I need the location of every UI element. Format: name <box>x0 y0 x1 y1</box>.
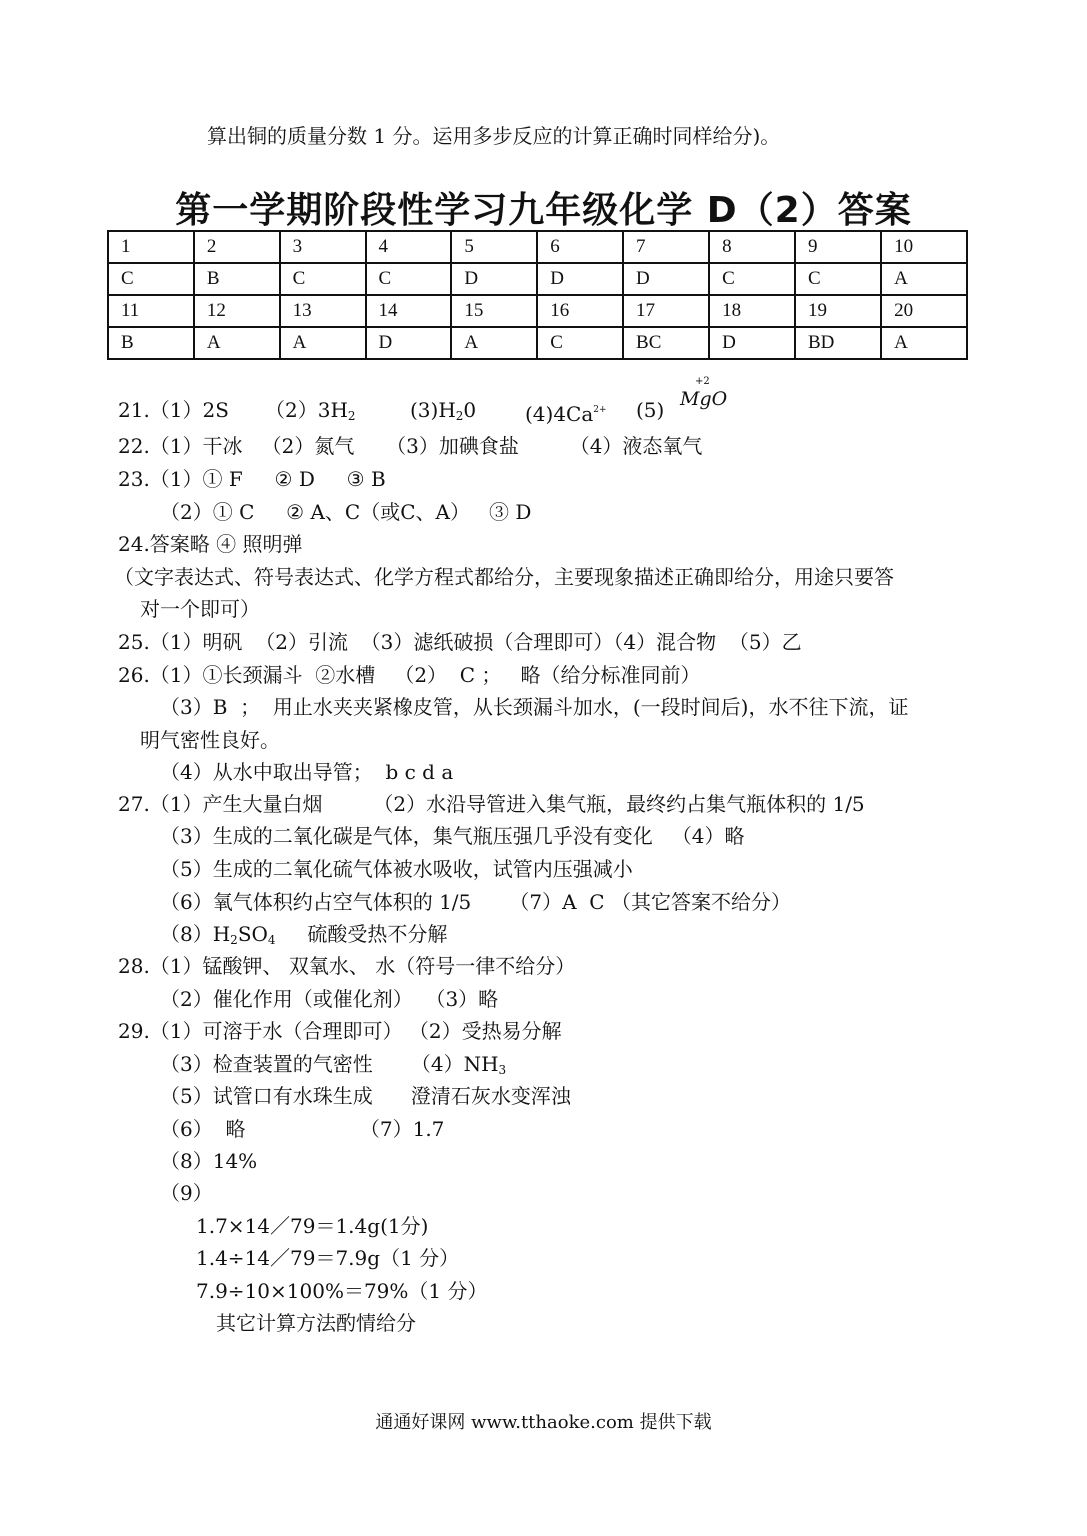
answer-line: 23.（1）① F ② D ③ B <box>118 467 386 491</box>
table-cell: D <box>709 327 795 359</box>
table-cell: 8 <box>709 231 795 263</box>
answer-line-h2so4 <box>160 922 447 952</box>
answer-line: （2）催化作用（或催化剂） （3）略 <box>160 987 499 1011</box>
table-cell: 20 <box>881 295 967 327</box>
answer-line: 24.答案略 ④ 照明弹 <box>118 532 303 556</box>
answer-line: 28.（1）锰酸钾、 双氧水、 水（符号一律不给分） <box>118 954 576 978</box>
q21-part2-sub: 2 <box>347 409 356 423</box>
answer-line: （6） 略 （7）1.7 <box>160 1117 445 1141</box>
answer-line: （3）B ； 用止水夹夹紧橡皮管，从长颈漏斗加水，(一段时间后)，水不往下流，证 <box>160 695 909 719</box>
calc-line: 7.9÷10×100%＝79%（1 分） <box>196 1279 488 1303</box>
answer-line: 26.（1）①长颈漏斗 ②水槽 （2） C ； 略（给分标准同前） <box>118 663 701 687</box>
h2so4-sub1: 2 <box>230 933 238 947</box>
q21-part3-end: 0 <box>463 398 477 422</box>
answer-line: 29.（1）可溶于水（合理即可） （2）受热易分解 <box>118 1019 562 1043</box>
header-line: 算出铜的质量分数 1 分。运用多步反应的计算正确时同样给分)。 <box>207 124 781 148</box>
answer-line: （5）试管口有水珠生成 澄清石灰水变浑浊 <box>160 1084 571 1108</box>
table-cell: 10 <box>881 231 967 263</box>
table-cell: 1 <box>108 231 194 263</box>
table-cell: C <box>537 327 623 359</box>
answer-line: （9） <box>160 1181 213 1205</box>
answer-line-nh3 <box>160 1052 506 1082</box>
table-cell: C <box>108 263 194 295</box>
table-row <box>108 327 967 359</box>
answer-line: 对一个即可） <box>140 597 260 621</box>
table-cell: D <box>451 263 537 295</box>
table-cell: D <box>537 263 623 295</box>
calc-line: 1.4÷14／79＝7.9g（1 分） <box>196 1246 460 1270</box>
q21-part5: (5) <box>636 398 665 422</box>
answer-line: （3）生成的二氧化碳是气体，集气瓶压强几乎没有变化 （4）略 <box>160 824 745 848</box>
q21-part4 <box>525 398 607 426</box>
table-cell: 16 <box>537 295 623 327</box>
mgo-valence: +2 <box>695 376 710 387</box>
table-cell: D <box>366 327 452 359</box>
answer-line: 27.（1）产生大量白烟 （2）水沿导管进入集气瓶，最终约占集气瓶体积的 1/5 <box>118 792 865 816</box>
table-row <box>108 263 967 295</box>
table-cell: B <box>194 263 280 295</box>
table-cell: BC <box>623 327 709 359</box>
answer-line: （8）14% <box>160 1149 258 1173</box>
q21-part2-text: （2）3H <box>265 398 348 422</box>
table-cell: A <box>451 327 537 359</box>
q21-part3-text: (3)H <box>410 398 456 422</box>
q21-part3 <box>410 398 476 428</box>
table-cell: D <box>623 263 709 295</box>
q21-part1: 21.（1）2S <box>118 398 229 422</box>
calc-line: 1.7×14／79＝1.4g(1分) <box>196 1214 429 1238</box>
table-cell: BD <box>795 327 881 359</box>
answer-table <box>107 230 968 360</box>
table-cell: C <box>280 263 366 295</box>
answer-line: （文字表达式、符号表达式、化学方程式都给分，主要现象描述正确即给分，用途只要答 <box>114 565 894 589</box>
table-cell: A <box>194 327 280 359</box>
q21-part4-sup: 2+ <box>593 405 607 415</box>
footer: 通通好课网 www.tthaoke.com 提供下载 <box>375 1412 712 1433</box>
answer-line: （2）① C ② A、C（或C、A） ③ D <box>160 500 532 524</box>
table-cell: A <box>881 327 967 359</box>
calc-line: 其它计算方法酌情给分 <box>216 1311 416 1335</box>
table-row <box>108 295 967 327</box>
table-cell: 17 <box>623 295 709 327</box>
table-row <box>108 231 967 263</box>
table-cell: 15 <box>451 295 537 327</box>
table-cell: 7 <box>623 231 709 263</box>
answer-line: （4）从水中取出导管； b c d a <box>160 760 454 784</box>
table-cell: 19 <box>795 295 881 327</box>
table-cell: B <box>108 327 194 359</box>
h2so4-mid: SO <box>237 922 268 946</box>
table-cell: 18 <box>709 295 795 327</box>
table-cell: 4 <box>366 231 452 263</box>
h2so4-pre: （8）H <box>160 922 231 946</box>
table-cell: 6 <box>537 231 623 263</box>
h2so4-sub2: 4 <box>267 933 276 947</box>
nh3-text: （3）检查装置的气密性 （4）NH <box>160 1052 499 1076</box>
answer-line: （5）生成的二氧化硫气体被水吸收，试管内压强减小 <box>160 857 633 881</box>
answer-line: （6）氧气体积约占空气体积的 1/5 （7）A C （其它答案不给分） <box>160 890 791 914</box>
table-cell: 12 <box>194 295 280 327</box>
table-cell: A <box>881 263 967 295</box>
answer-line: 22.（1）干冰 （2）氮气 （3）加碘食盐 （4）液态氧气 <box>118 434 703 458</box>
h2so4-post: 硫酸受热不分解 <box>275 922 448 946</box>
table-cell: 2 <box>194 231 280 263</box>
table-cell: C <box>366 263 452 295</box>
page-title: 第一学期阶段性学习九年级化学 D（2）答案 <box>175 190 912 231</box>
table-cell: 14 <box>366 295 452 327</box>
q21-part4-text: (4)4Ca <box>525 402 594 426</box>
answer-line: 明气密性良好。 <box>140 728 280 752</box>
table-cell: A <box>280 327 366 359</box>
table-cell: 9 <box>795 231 881 263</box>
q21-part2 <box>265 398 356 428</box>
mgo-text: MgO <box>680 388 728 410</box>
table-cell: 13 <box>280 295 366 327</box>
nh3-sub: 3 <box>498 1063 507 1077</box>
table-cell: C <box>709 263 795 295</box>
table-cell: 5 <box>451 231 537 263</box>
q21-part3-sub: 2 <box>455 409 464 423</box>
table-cell: C <box>795 263 881 295</box>
table-cell: 3 <box>280 231 366 263</box>
table-cell: 11 <box>108 295 194 327</box>
answer-line: 25.（1）明矾 （2）引流 （3）滤纸破损（合理即可）（4）混合物 （5）乙 <box>118 630 802 654</box>
